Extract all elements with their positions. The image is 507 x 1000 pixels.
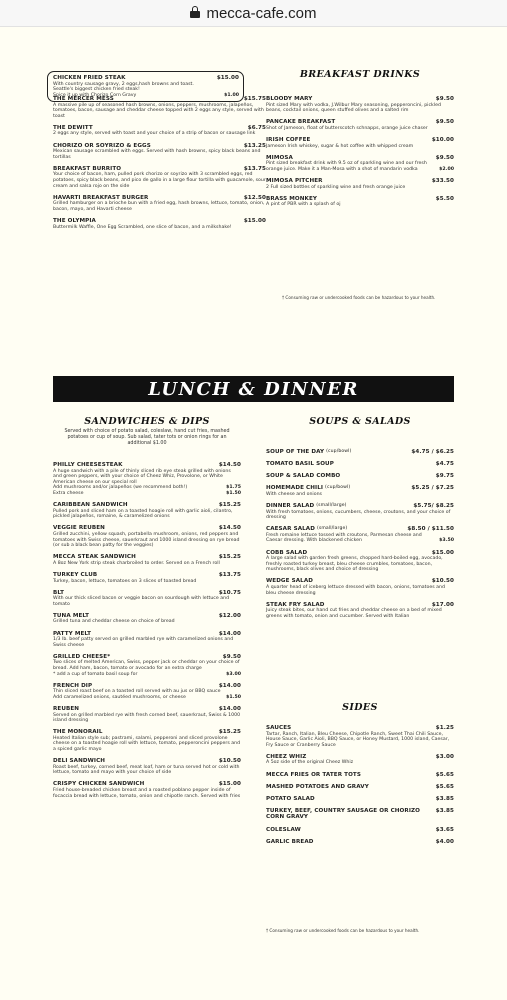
- item-price: $13.75: [243, 165, 266, 172]
- menu-item: [266, 784, 454, 791]
- item-name: MASHED POTATOES AND GRAVY: [266, 783, 369, 790]
- item-desc: Mexican sausage scrambled with eggs. Served with hash browns, spicy black beans and tortillas: [53, 149, 261, 160]
- item-price: $10.50: [218, 758, 241, 765]
- item-price: $13.75: [218, 571, 241, 578]
- item-name: THE DEWITT: [53, 124, 93, 131]
- menu-item: [53, 96, 266, 119]
- item-desc: With our thick sliced bacon or veggie bacon on sourdough with lettuce and tomato: [53, 596, 230, 607]
- item-price: $15.25: [218, 729, 241, 736]
- item-name: IRISH COFFEE: [266, 136, 311, 143]
- soups-salads-title: SOUPS & SALADS: [309, 416, 411, 427]
- menu-item: [266, 96, 454, 114]
- menu-item: [53, 613, 241, 625]
- menu-item: [53, 502, 241, 520]
- item-price: $13.25: [243, 142, 266, 149]
- item-price: $12.00: [218, 612, 241, 619]
- item-price: $3.00: [435, 753, 454, 760]
- item-addon-price: $3.00: [226, 671, 241, 677]
- item-size: (cup/bowl): [325, 485, 351, 491]
- menu-item: [266, 119, 454, 131]
- sandwiches-note: Served with choice of potato salad, coleslaw, hand cut fries, mashed potatoes or cup of soup. Sub salad, tater tots or onion rings for an additional $1.00: [64, 429, 230, 446]
- menu-item: [53, 218, 266, 230]
- item-price: $4.75: [435, 461, 454, 468]
- item-name: THE OLYMPIA: [53, 218, 96, 224]
- item-desc: Your choice of bacon, ham, pulled pork chorizo or soyrizo with 3 scrambled eggs, red potatoes, spicy black beans, and pico de gallo in a large flour tortilla with guacamole, sour cream and salsa rojo on the side: [53, 172, 266, 189]
- item-name: CAESAR SALAD: [266, 526, 315, 533]
- item-name: GARLIC BREAD: [266, 838, 314, 845]
- menu-item: [266, 526, 454, 544]
- item-desc: Roast beef, turkey, corned beef, meat loaf, ham or tuna served hot or cold with lettuce, tomato and mayo with your choice of side: [53, 764, 240, 776]
- soup-salad-items: [266, 449, 454, 625]
- item-desc: Pulled pork and sliced ham on a toasted hoagie roll with garlic aioli, cilantro, pickled jalapeños, romaine, & caramelized onions: [53, 508, 233, 520]
- item-price: $9.50: [222, 653, 241, 660]
- item-desc: Spice it up with Chorizo Corn Gravy: [53, 92, 137, 98]
- item-price: $6.75: [247, 124, 266, 131]
- item-name: CHEEZ WHIZ: [266, 753, 307, 760]
- item-desc: A 8oz New York strip steak charbroiled to order. Served on a French roll: [53, 560, 220, 566]
- item-desc: Juicy steak bites, our hand cut fries and cheddar cheese on a bed of mixed greens with tomato, onion and cucumber. Served with Italian: [266, 608, 442, 619]
- item-price: $5.65: [435, 771, 454, 778]
- item-addon: Add caramelized onions, sautéed mushrooms, or cheese: [53, 694, 186, 700]
- item-price: $17.00: [431, 601, 454, 608]
- item-name: BRASS MONKEY: [266, 195, 318, 202]
- item-desc: Turkey, bacon, lettuce, tomatoes on 3 slices of toasted bread: [53, 578, 197, 584]
- item-desc: Pint sized breakfast drink with 9.5 oz of sparkling wine and our fresh orange juice. Make it a Man-Mosa with a shot of mandarin vodka: [266, 161, 427, 172]
- item-price: $15.00: [431, 549, 454, 556]
- item-price: $33.50: [431, 177, 454, 184]
- item-size: (cup/bowl): [326, 449, 352, 454]
- item-name: VEGGIE REUBEN: [53, 525, 105, 532]
- item-name: MECCA FRIES OR TATER TOTS: [266, 771, 361, 778]
- item-name: COLESLAW: [266, 826, 301, 833]
- menu-item: [266, 772, 454, 779]
- menu-item: [266, 485, 454, 497]
- item-desc: Two slices of melted American, Swiss, pepper jack or cheddar on your choice of bread. Add ham, bacon, tomato or avocado for an extra charge: [53, 660, 240, 672]
- item-price: $14.00: [218, 706, 241, 712]
- item-desc: Served on grilled marbled rye with fresh corned beef, sauerkraut, Swiss & 1000 island dressing: [53, 712, 241, 724]
- item-desc: A large salad with garden fresh greens, chopped hard-boiled egg, avocado, freshly roasted turkey breast, bleu cheese crumbles, tomatoes, bacon, mushrooms, black olives and choice of dressing: [266, 556, 443, 573]
- breakfast-drinks-title: BREAKFAST DRINKS: [299, 69, 421, 80]
- item-price: $14.50: [218, 462, 241, 468]
- item-desc: Tartar, Ranch, Italian, Bleu Cheese, Chipotle Ranch, Sweet Thai Chili Sauce, House Sauce, Garlic Aioli, BBQ Sauce, or Honey Mustard, 1000 island, Caesar, Fry Sauce or Cranberry Sauce: [266, 731, 450, 748]
- menu-item: [266, 137, 454, 149]
- item-name: SOUP OF THE DAY: [266, 449, 325, 455]
- item-addon-price: $1.50: [226, 694, 241, 700]
- item-name: DINNER SALAD: [266, 502, 315, 509]
- item-extra-price: $3.50: [439, 538, 454, 544]
- item-price: $15.00: [218, 781, 241, 788]
- item-name: THE MERCER MESS: [53, 96, 114, 102]
- item-desc: Jameson Irish whiskey, sugar & hot coffee with whipped cream: [266, 143, 414, 149]
- item-name: COBB SALAD: [266, 549, 308, 556]
- menu-item: [266, 796, 454, 803]
- menu-page: [0, 28, 507, 1000]
- menu-item: [266, 578, 454, 596]
- item-name: PHILLY CHEESESTEAK: [53, 462, 123, 468]
- menu-item: [266, 155, 454, 173]
- menu-item: [53, 729, 241, 752]
- menu-item: [266, 839, 454, 846]
- menu-item: [266, 808, 454, 821]
- item-price: $5.65: [435, 783, 454, 790]
- item-name: POTATO SALAD: [266, 795, 315, 802]
- item-addon: * add a cup of tomato basil soup for: [53, 671, 138, 677]
- item-name: CRISPY CHICKEN SANDWICH: [53, 781, 145, 788]
- item-size: (small/large): [316, 526, 348, 532]
- item-extra-price: $2.00: [439, 166, 454, 172]
- item-desc: Grilled zucchini, yellow squash, portabella mushroom, onions, red peppers and tomatoes with Swiss cheese, sauerkraut and 1000 island dressing on rye bread (or sub a black bean patty for the veggies): [53, 531, 240, 549]
- item-price: $15.00: [243, 218, 266, 224]
- sandwich-items: [53, 462, 241, 805]
- item-price: $1.25: [435, 725, 454, 731]
- item-desc: Fried house-breaded chicken breast and a roasted poblano pepper inside of focaccia bread with lettuce, tomato, onion and chipotle ranch. Served with fries: [53, 788, 241, 799]
- side-items: [266, 725, 454, 851]
- item-price: $9.50: [435, 154, 454, 161]
- item-name: PATTY MELT: [53, 630, 92, 637]
- browser-address-bar[interactable]: [0, 0, 507, 27]
- menu-item: [53, 781, 241, 799]
- item-price: $1.00: [224, 92, 239, 98]
- item-price: $5.75/ $8.25: [413, 502, 454, 509]
- menu-item: [53, 166, 266, 189]
- menu-item: [53, 631, 241, 649]
- menu-item: [53, 683, 241, 701]
- item-name: MIMOSA: [266, 154, 293, 161]
- item-desc: 2 Full sized bottles of sparkling wine and fresh orange juice: [266, 184, 406, 190]
- item-name: BREAKFAST BURRITO: [53, 165, 122, 172]
- item-addon-price: $1.50: [226, 490, 241, 496]
- item-name: BLOODY MARY: [266, 96, 313, 102]
- item-name: HAVARTI BREAKFAST BURGER: [53, 194, 149, 201]
- item-name: PANCAKE BREAKFAST: [266, 119, 336, 126]
- menu-item: [53, 706, 241, 724]
- item-size: (small/large): [316, 502, 347, 508]
- item-price: $9.50: [435, 119, 454, 126]
- item-price: $8.50 / $11.50: [407, 526, 454, 533]
- menu-item: [53, 195, 266, 213]
- menu-item: [53, 143, 266, 161]
- menu-item: [53, 590, 241, 608]
- menu-item: [266, 178, 454, 190]
- item-price: $9.50: [435, 96, 454, 102]
- item-price: $3.85: [435, 795, 454, 802]
- item-addon: Add mushrooms and/or jalapeños (we recommend both!): [53, 485, 188, 491]
- item-name: BLT: [53, 589, 65, 596]
- item-desc: Grilled tuna and cheddar cheese on choice of bread: [53, 619, 175, 625]
- breakfast-drinks-items: [266, 96, 454, 213]
- menu-item: [53, 125, 266, 137]
- item-desc: Shot of Jameson, float of butterscotch schnapps, orange juice chaser: [266, 125, 428, 131]
- item-price: $15.25: [218, 554, 241, 561]
- item-name: SOUP & SALAD COMBO: [266, 473, 341, 480]
- item-price: $3.65: [435, 826, 454, 833]
- menu-item: [53, 572, 241, 584]
- sides-title: SIDES: [342, 702, 378, 713]
- item-price: $15.00: [216, 75, 239, 81]
- item-desc: Buttermilk Waffle, One Egg Scrambled, one slice of bacon, and a milkshake!: [53, 224, 232, 230]
- item-desc: Grilled hamburger on a brioche bun with a fried egg, hash browns, lettuce, tomato, onion, bacon, mayo, and Havarti cheese: [53, 201, 265, 212]
- item-name: TUNA MELT: [53, 612, 90, 619]
- item-name: WEDGE SALAD: [266, 578, 313, 585]
- item-name: TOMATO BASIL SOUP: [266, 461, 334, 468]
- menu-item: [53, 525, 241, 548]
- item-desc: A 5oz side of the original Cheez Whiz: [266, 760, 354, 766]
- health-note-sides: † Consuming raw or undercooked foods can be hazardous to your health.: [266, 928, 420, 933]
- item-desc: Seattle's biggest chicken fried steak!: [53, 87, 140, 93]
- item-price: $14.50: [218, 525, 241, 532]
- item-desc: With cheese and onions: [266, 491, 322, 497]
- item-name: THE MONORAIL: [53, 729, 103, 736]
- item-desc: 2 eggs any style, served with toast and your choice of a strip of bacon or sausage link: [53, 131, 256, 137]
- item-desc: Thin sliced roast beef on a toasted roll served with au jus or BBQ sauce: [53, 689, 221, 695]
- item-desc: A massive pile up of seasoned hash browns, onions, peppers, mushrooms, jalapeños, tomatoes, bacon, sausage and cheddar cheese topped with 2 eggs any style, served with toast: [53, 102, 264, 119]
- item-name: STEAK FRY SALAD: [266, 601, 325, 608]
- health-note: † Consuming raw or undercooked foods can be hazardous to your health.: [282, 295, 436, 300]
- item-desc: With country sausage gravy, 2 eggs,hash browns and toast.: [53, 81, 194, 87]
- item-desc: Heated Italian style sub; pastrami, salami, pepperoni and sliced provolone cheese on a toasted hoagie roll with lettuce, tomato, pepperoncini peppers and a spiced garlic mayo: [53, 735, 241, 753]
- item-name: TURKEY, BEEF, COUNTRY SAUSAGE OR CHORIZO CORN GRAVY: [266, 807, 421, 821]
- item-price: $15.75: [243, 96, 266, 102]
- item-price: $10.75: [218, 589, 241, 596]
- menu-item: [53, 554, 241, 566]
- item-name: CHICKEN FRIED STEAK: [53, 75, 126, 81]
- item-name: HOMEMADE CHILI: [266, 485, 324, 492]
- item-desc: With fresh tomatoes, onions, cucumbers, cheese, croutons, and your choice of dressing: [266, 509, 451, 521]
- menu-item: [53, 654, 241, 677]
- menu-item: [53, 758, 241, 776]
- item-price: $15.25: [218, 502, 241, 509]
- lock-icon: [190, 6, 200, 18]
- url-text: mecca-cafe.com: [206, 4, 317, 22]
- item-price: $14.00: [218, 682, 241, 689]
- item-name: FRENCH DIP: [53, 682, 93, 689]
- menu-item: [266, 196, 454, 208]
- item-desc: A quarter head of iceberg lettuce dressed with bacon, onions, tomatoes and bleu cheese dressing: [266, 585, 445, 596]
- menu-item: [266, 461, 454, 468]
- item-price: $12.50: [243, 194, 266, 201]
- breakfast-items: [53, 96, 266, 236]
- item-name: CHORIZO OR SOYRIZO & EGGS: [53, 142, 151, 149]
- item-desc: Pint sized Mary with vodka, J.Wilbur Mary seasoning, pepperoncini, pickled beans, cocktail onions, queen stuffed olives and a salted rim: [266, 102, 441, 114]
- item-name: MECCA STEAK SANDWICH: [53, 554, 136, 561]
- item-addon: Extra cheese: [53, 490, 84, 496]
- item-name: CARIBBEAN SANDWICH: [53, 502, 128, 509]
- menu-item: [266, 473, 454, 480]
- item-name: GRILLED CHEESE*: [53, 653, 111, 660]
- item-name: DELI SANDWICH: [53, 758, 106, 765]
- item-price: $9.75: [435, 473, 454, 480]
- item-price: $4.75 / $6.25: [411, 449, 454, 455]
- item-name: MIMOSA PITCHER: [266, 177, 323, 184]
- item-name: SAUCES: [266, 725, 292, 731]
- item-desc: A huge sandwich with a pile of thinly sliced rib eye steak grilled with onions and green peppers, with your choice of Cheez Whiz, Provolone, or White American cheese on our special roll: [53, 468, 231, 485]
- sandwiches-title: SANDWICHES & DIPS: [84, 416, 210, 427]
- menu-item: [266, 602, 454, 620]
- item-desc: Fresh romaine lettuce tossed with croutons, Parmesan cheese and Caesar dressing. With blackened chicken: [266, 532, 422, 544]
- menu-item: [266, 449, 454, 456]
- menu-item: [53, 462, 241, 497]
- item-name: TURKEY CLUB: [53, 571, 98, 578]
- item-desc: A pint of PBR with a splash of oj: [266, 202, 341, 208]
- item-price: $5.50: [435, 195, 454, 202]
- item-price: $14.00: [218, 630, 241, 637]
- item-desc: 1/3 lb. beef patty served on grilled marbled rye with caramelized onions and Swiss cheese: [53, 637, 234, 648]
- item-name: REUBEN: [53, 706, 80, 712]
- menu-item: [266, 754, 454, 766]
- item-price: $4.00: [435, 838, 454, 845]
- item-price: $10.50: [431, 578, 454, 585]
- item-price: $3.85: [435, 807, 454, 814]
- menu-item: [266, 725, 454, 748]
- menu-item: [266, 827, 454, 834]
- item-addon-price: $1.75: [226, 485, 241, 491]
- lunch-dinner-banner: LUNCH & DINNER: [53, 376, 454, 402]
- menu-item: [266, 550, 454, 573]
- menu-item: [266, 503, 454, 521]
- item-price: $10.00: [431, 136, 454, 143]
- item-price: $5.25 / $7.25: [411, 485, 454, 492]
